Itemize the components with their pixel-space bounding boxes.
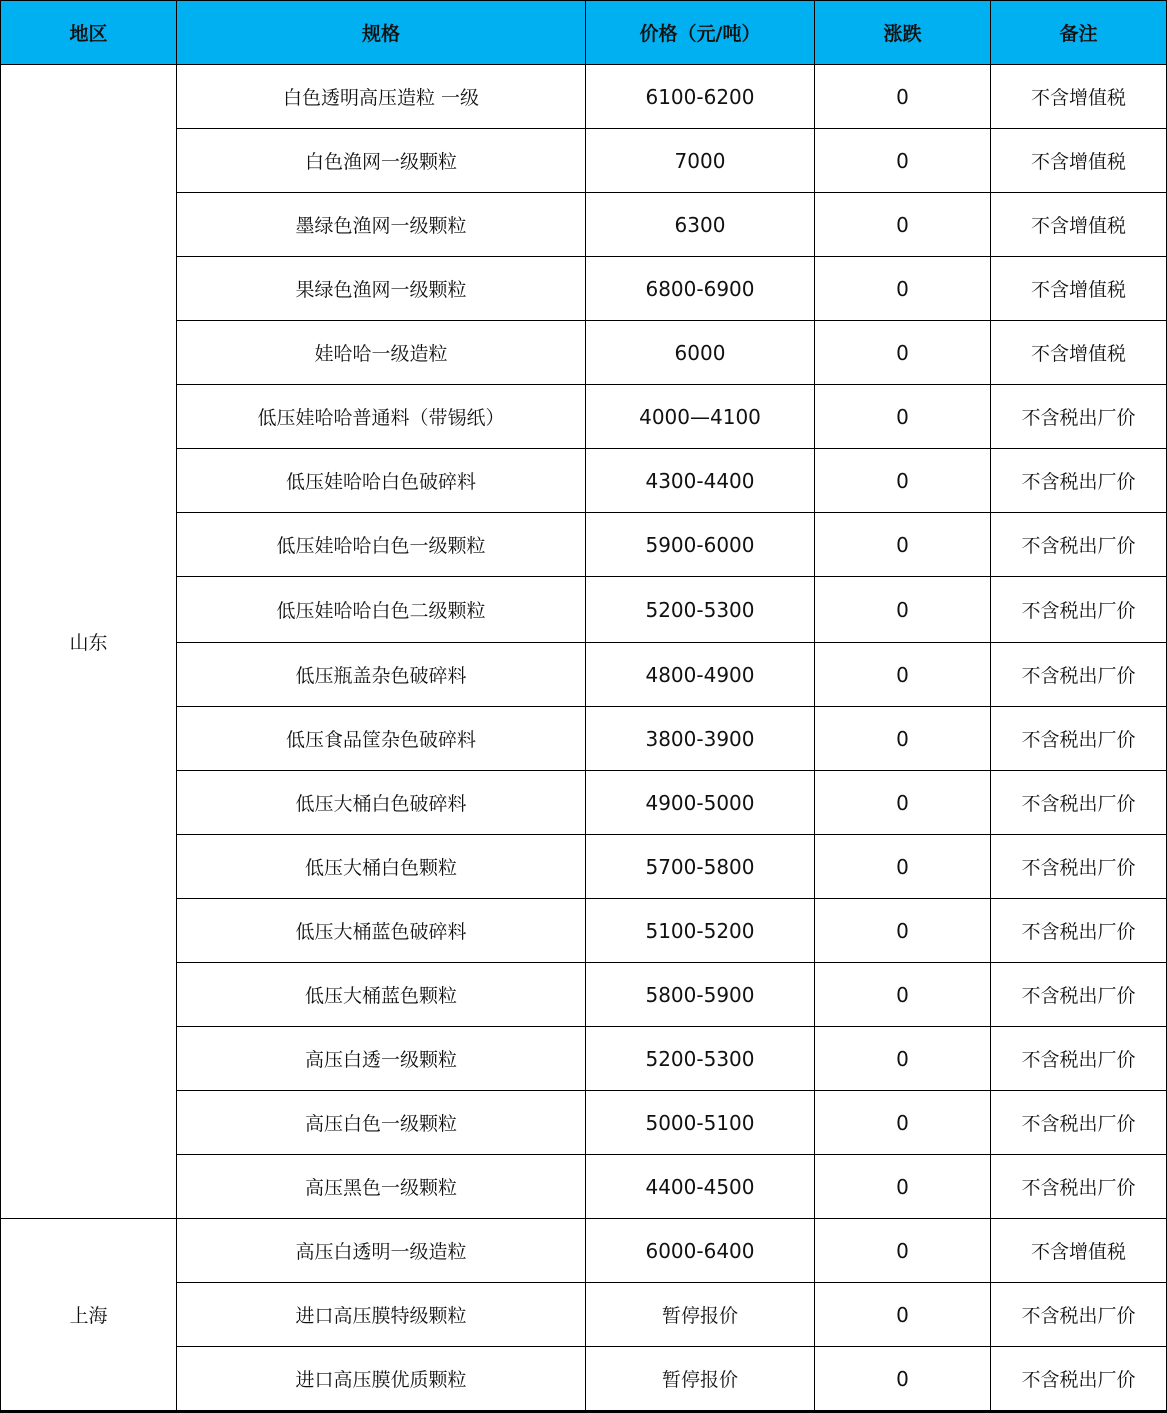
- change-cell: 0: [815, 707, 991, 771]
- spec-cell: 低压娃哈哈白色破碎料: [177, 449, 586, 513]
- spec-cell: 高压白色一级颗粒: [177, 1091, 586, 1155]
- table-row: [1, 1219, 1167, 1283]
- note-cell: 不含增值税: [991, 1219, 1167, 1283]
- price-cell: 5000-5100: [586, 1091, 815, 1155]
- header-row: [1, 1, 1167, 65]
- change-cell: 0: [815, 449, 991, 513]
- spec-cell: 进口高压膜特级颗粒: [177, 1283, 586, 1347]
- change-cell: 0: [815, 835, 991, 899]
- header-spec: 规格: [177, 1, 586, 65]
- spec-cell: 进口高压膜优质颗粒: [177, 1347, 586, 1411]
- spec-cell: 低压娃哈哈普通料（带锡纸）: [177, 385, 586, 449]
- note-cell: 不含税出厂价: [991, 513, 1167, 577]
- change-cell: 0: [815, 577, 991, 643]
- note-cell: 不含税出厂价: [991, 1347, 1167, 1411]
- note-cell: 不含税出厂价: [991, 771, 1167, 835]
- spec-cell: 低压大桶蓝色破碎料: [177, 899, 586, 963]
- price-cell: 6000: [586, 321, 815, 385]
- change-cell: 0: [815, 321, 991, 385]
- price-cell: 4000—4100: [586, 385, 815, 449]
- note-cell: 不含税出厂价: [991, 643, 1167, 707]
- spec-cell: 白色透明高压造粒 一级: [177, 65, 586, 129]
- note-cell: 不含税出厂价: [991, 1283, 1167, 1347]
- price-cell: 5200-5300: [586, 577, 815, 643]
- price-cell: 6300: [586, 193, 815, 257]
- note-cell: 不含税出厂价: [991, 963, 1167, 1027]
- spec-cell: 低压大桶蓝色颗粒: [177, 963, 586, 1027]
- change-cell: 0: [815, 513, 991, 577]
- note-cell: 不含税出厂价: [991, 835, 1167, 899]
- change-cell: 0: [815, 963, 991, 1027]
- table-body: [1, 65, 1167, 1411]
- note-cell: 不含增值税: [991, 321, 1167, 385]
- note-cell: 不含增值税: [991, 129, 1167, 193]
- spec-cell: 低压娃哈哈白色二级颗粒: [177, 577, 586, 643]
- price-cell: 4800-4900: [586, 643, 815, 707]
- note-cell: 不含税出厂价: [991, 449, 1167, 513]
- header-region: 地区: [1, 1, 177, 65]
- change-cell: 0: [815, 1155, 991, 1219]
- price-cell: 5700-5800: [586, 835, 815, 899]
- note-cell: 不含税出厂价: [991, 707, 1167, 771]
- price-cell: 6100-6200: [586, 65, 815, 129]
- change-cell: 0: [815, 129, 991, 193]
- spec-cell: 高压白透明一级造粒: [177, 1219, 586, 1283]
- spec-cell: 白色渔网一级颗粒: [177, 129, 586, 193]
- spec-cell: 低压大桶白色破碎料: [177, 771, 586, 835]
- spec-cell: 墨绿色渔网一级颗粒: [177, 193, 586, 257]
- spec-cell: 高压黑色一级颗粒: [177, 1155, 586, 1219]
- change-cell: 0: [815, 1219, 991, 1283]
- change-cell: 0: [815, 385, 991, 449]
- price-cell: 4400-4500: [586, 1155, 815, 1219]
- change-cell: 0: [815, 1027, 991, 1091]
- change-cell: 0: [815, 257, 991, 321]
- price-cell: 暂停报价: [586, 1347, 815, 1411]
- price-cell: 6800-6900: [586, 257, 815, 321]
- header-note: 备注: [991, 1, 1167, 65]
- region-cell: 山东: [1, 65, 177, 1219]
- change-cell: 0: [815, 643, 991, 707]
- change-cell: 0: [815, 1283, 991, 1347]
- note-cell: 不含税出厂价: [991, 385, 1167, 449]
- table-row: [1, 65, 1167, 129]
- price-cell: 5900-6000: [586, 513, 815, 577]
- header-price: 价格（元/吨）: [586, 1, 815, 65]
- price-cell: 暂停报价: [586, 1283, 815, 1347]
- note-cell: 不含税出厂价: [991, 1091, 1167, 1155]
- change-cell: 0: [815, 1091, 991, 1155]
- price-cell: 5100-5200: [586, 899, 815, 963]
- price-cell: 4300-4400: [586, 449, 815, 513]
- note-cell: 不含税出厂价: [991, 1027, 1167, 1091]
- spec-cell: 高压白透一级颗粒: [177, 1027, 586, 1091]
- note-cell: 不含税出厂价: [991, 899, 1167, 963]
- spec-cell: 低压大桶白色颗粒: [177, 835, 586, 899]
- note-cell: 不含增值税: [991, 257, 1167, 321]
- change-cell: 0: [815, 899, 991, 963]
- price-cell: 4900-5000: [586, 771, 815, 835]
- spec-cell: 果绿色渔网一级颗粒: [177, 257, 586, 321]
- region-cell: 上海: [1, 1219, 177, 1411]
- change-cell: 0: [815, 193, 991, 257]
- spec-cell: 娃哈哈一级造粒: [177, 321, 586, 385]
- note-cell: 不含增值税: [991, 193, 1167, 257]
- note-cell: 不含增值税: [991, 65, 1167, 129]
- price-cell: 5800-5900: [586, 963, 815, 1027]
- price-cell: 3800-3900: [586, 707, 815, 771]
- change-cell: 0: [815, 771, 991, 835]
- header-change: 涨跌: [815, 1, 991, 65]
- price-cell: 6000-6400: [586, 1219, 815, 1283]
- spec-cell: 低压瓶盖杂色破碎料: [177, 643, 586, 707]
- price-cell: 7000: [586, 129, 815, 193]
- spec-cell: 低压娃哈哈白色一级颗粒: [177, 513, 586, 577]
- change-cell: 0: [815, 65, 991, 129]
- change-cell: 0: [815, 1347, 991, 1411]
- note-cell: 不含税出厂价: [991, 1155, 1167, 1219]
- note-cell: 不含税出厂价: [991, 577, 1167, 643]
- price-cell: 5200-5300: [586, 1027, 815, 1091]
- spec-cell: 低压食品筐杂色破碎料: [177, 707, 586, 771]
